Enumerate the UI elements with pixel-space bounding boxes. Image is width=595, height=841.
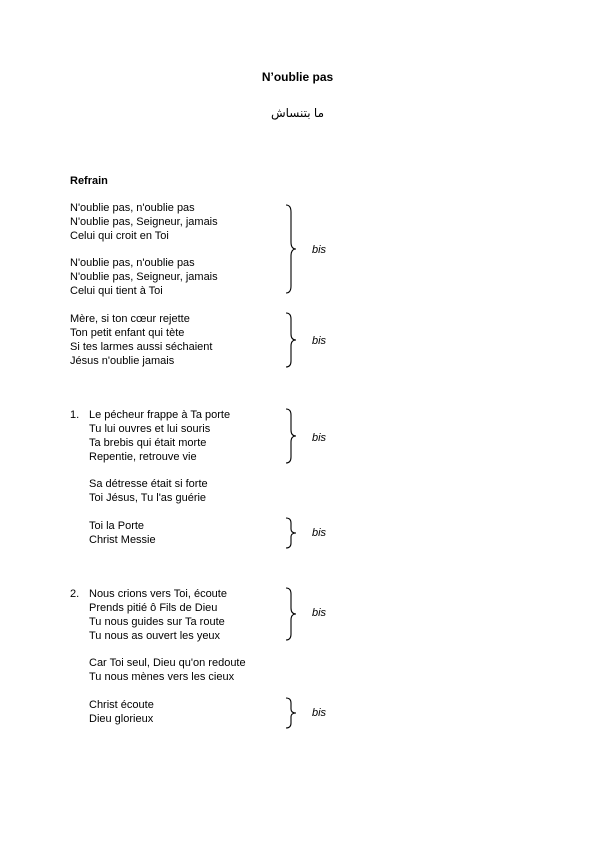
brace-icon xyxy=(285,408,297,464)
lyric-line: Tu lui ouvres et lui souris xyxy=(89,423,211,435)
lyric-line: Car Toi seul, Dieu qu'on redoute xyxy=(89,657,246,669)
lyric-line: Ta brebis qui était morte xyxy=(89,437,207,449)
bis-label: bis xyxy=(312,607,327,619)
brace-icon xyxy=(285,587,297,641)
bis-label: bis xyxy=(312,244,327,256)
lyric-line: Dieu glorieux xyxy=(89,713,154,725)
lyric-line: Celui qui tient à Toi xyxy=(70,285,163,297)
lyric-line: Toi Jésus, Tu l'as guérie xyxy=(89,492,207,504)
lyric-line: Sa détresse était si forte xyxy=(89,478,208,490)
brace-icon xyxy=(285,517,297,549)
lyric-line: Tu nous as ouvert les yeux xyxy=(89,630,221,642)
lyric-line: Tu nous mènes vers les cieux xyxy=(89,671,235,683)
brace-icon xyxy=(285,312,297,368)
lyric-line: N'oublie pas, n'oublie pas xyxy=(70,202,195,214)
lyric-line: Toi la Porte xyxy=(89,520,145,532)
lyric-line: Celui qui croit en Toi xyxy=(70,230,169,242)
lyric-line: N'oublie pas, n'oublie pas xyxy=(70,257,195,269)
lyric-line: N'oublie pas, Seigneur, jamais xyxy=(70,216,218,228)
lyric-line: Christ écoute xyxy=(89,699,154,711)
verse1-block-2 xyxy=(89,477,208,505)
lyric-line: Jésus n'oublie jamais xyxy=(70,355,175,367)
bis-label: bis xyxy=(312,335,327,347)
verse2-block-2 xyxy=(89,656,246,684)
lyric-line: Si tes larmes aussi séchaient xyxy=(70,341,213,353)
lyric-line: Le pécheur frappe à Ta porte xyxy=(89,409,231,421)
bis-label: bis xyxy=(312,527,327,539)
verse1-block-1 xyxy=(89,408,230,464)
verse2-block-3 xyxy=(89,698,154,726)
lyric-line: Mère, si ton cœur rejette xyxy=(70,313,190,325)
lyric-line: Christ Messie xyxy=(89,534,156,546)
refrain-block-1 xyxy=(70,201,218,243)
lyric-line: Nous crions vers Toi, écoute xyxy=(89,588,227,600)
brace-icon xyxy=(285,204,297,294)
lyric-line: Tu nous guides sur Ta route xyxy=(89,616,225,628)
lyric-line: N'oublie pas, Seigneur, jamais xyxy=(70,271,218,283)
lyric-line: Prends pitié ô Fils de Dieu xyxy=(89,602,218,614)
lyric-line: Repentie, retrouve vie xyxy=(89,451,197,463)
verse1-block-3 xyxy=(89,519,156,547)
bis-label: bis xyxy=(312,432,327,444)
bis-label: bis xyxy=(312,707,327,719)
refrain-block-3 xyxy=(70,312,212,368)
brace-icon xyxy=(285,697,297,729)
refrain-block-2 xyxy=(70,256,218,298)
verse2-block-1 xyxy=(89,587,227,643)
page-title: N’oublie pas xyxy=(261,70,334,84)
lyric-line: Ton petit enfant qui tète xyxy=(70,327,185,339)
verse-number-1: 1. xyxy=(70,409,80,421)
arabic-subtitle: ما بتنساش xyxy=(270,106,324,120)
refrain-label: Refrain xyxy=(70,175,108,187)
verse-number-2: 2. xyxy=(70,588,80,600)
